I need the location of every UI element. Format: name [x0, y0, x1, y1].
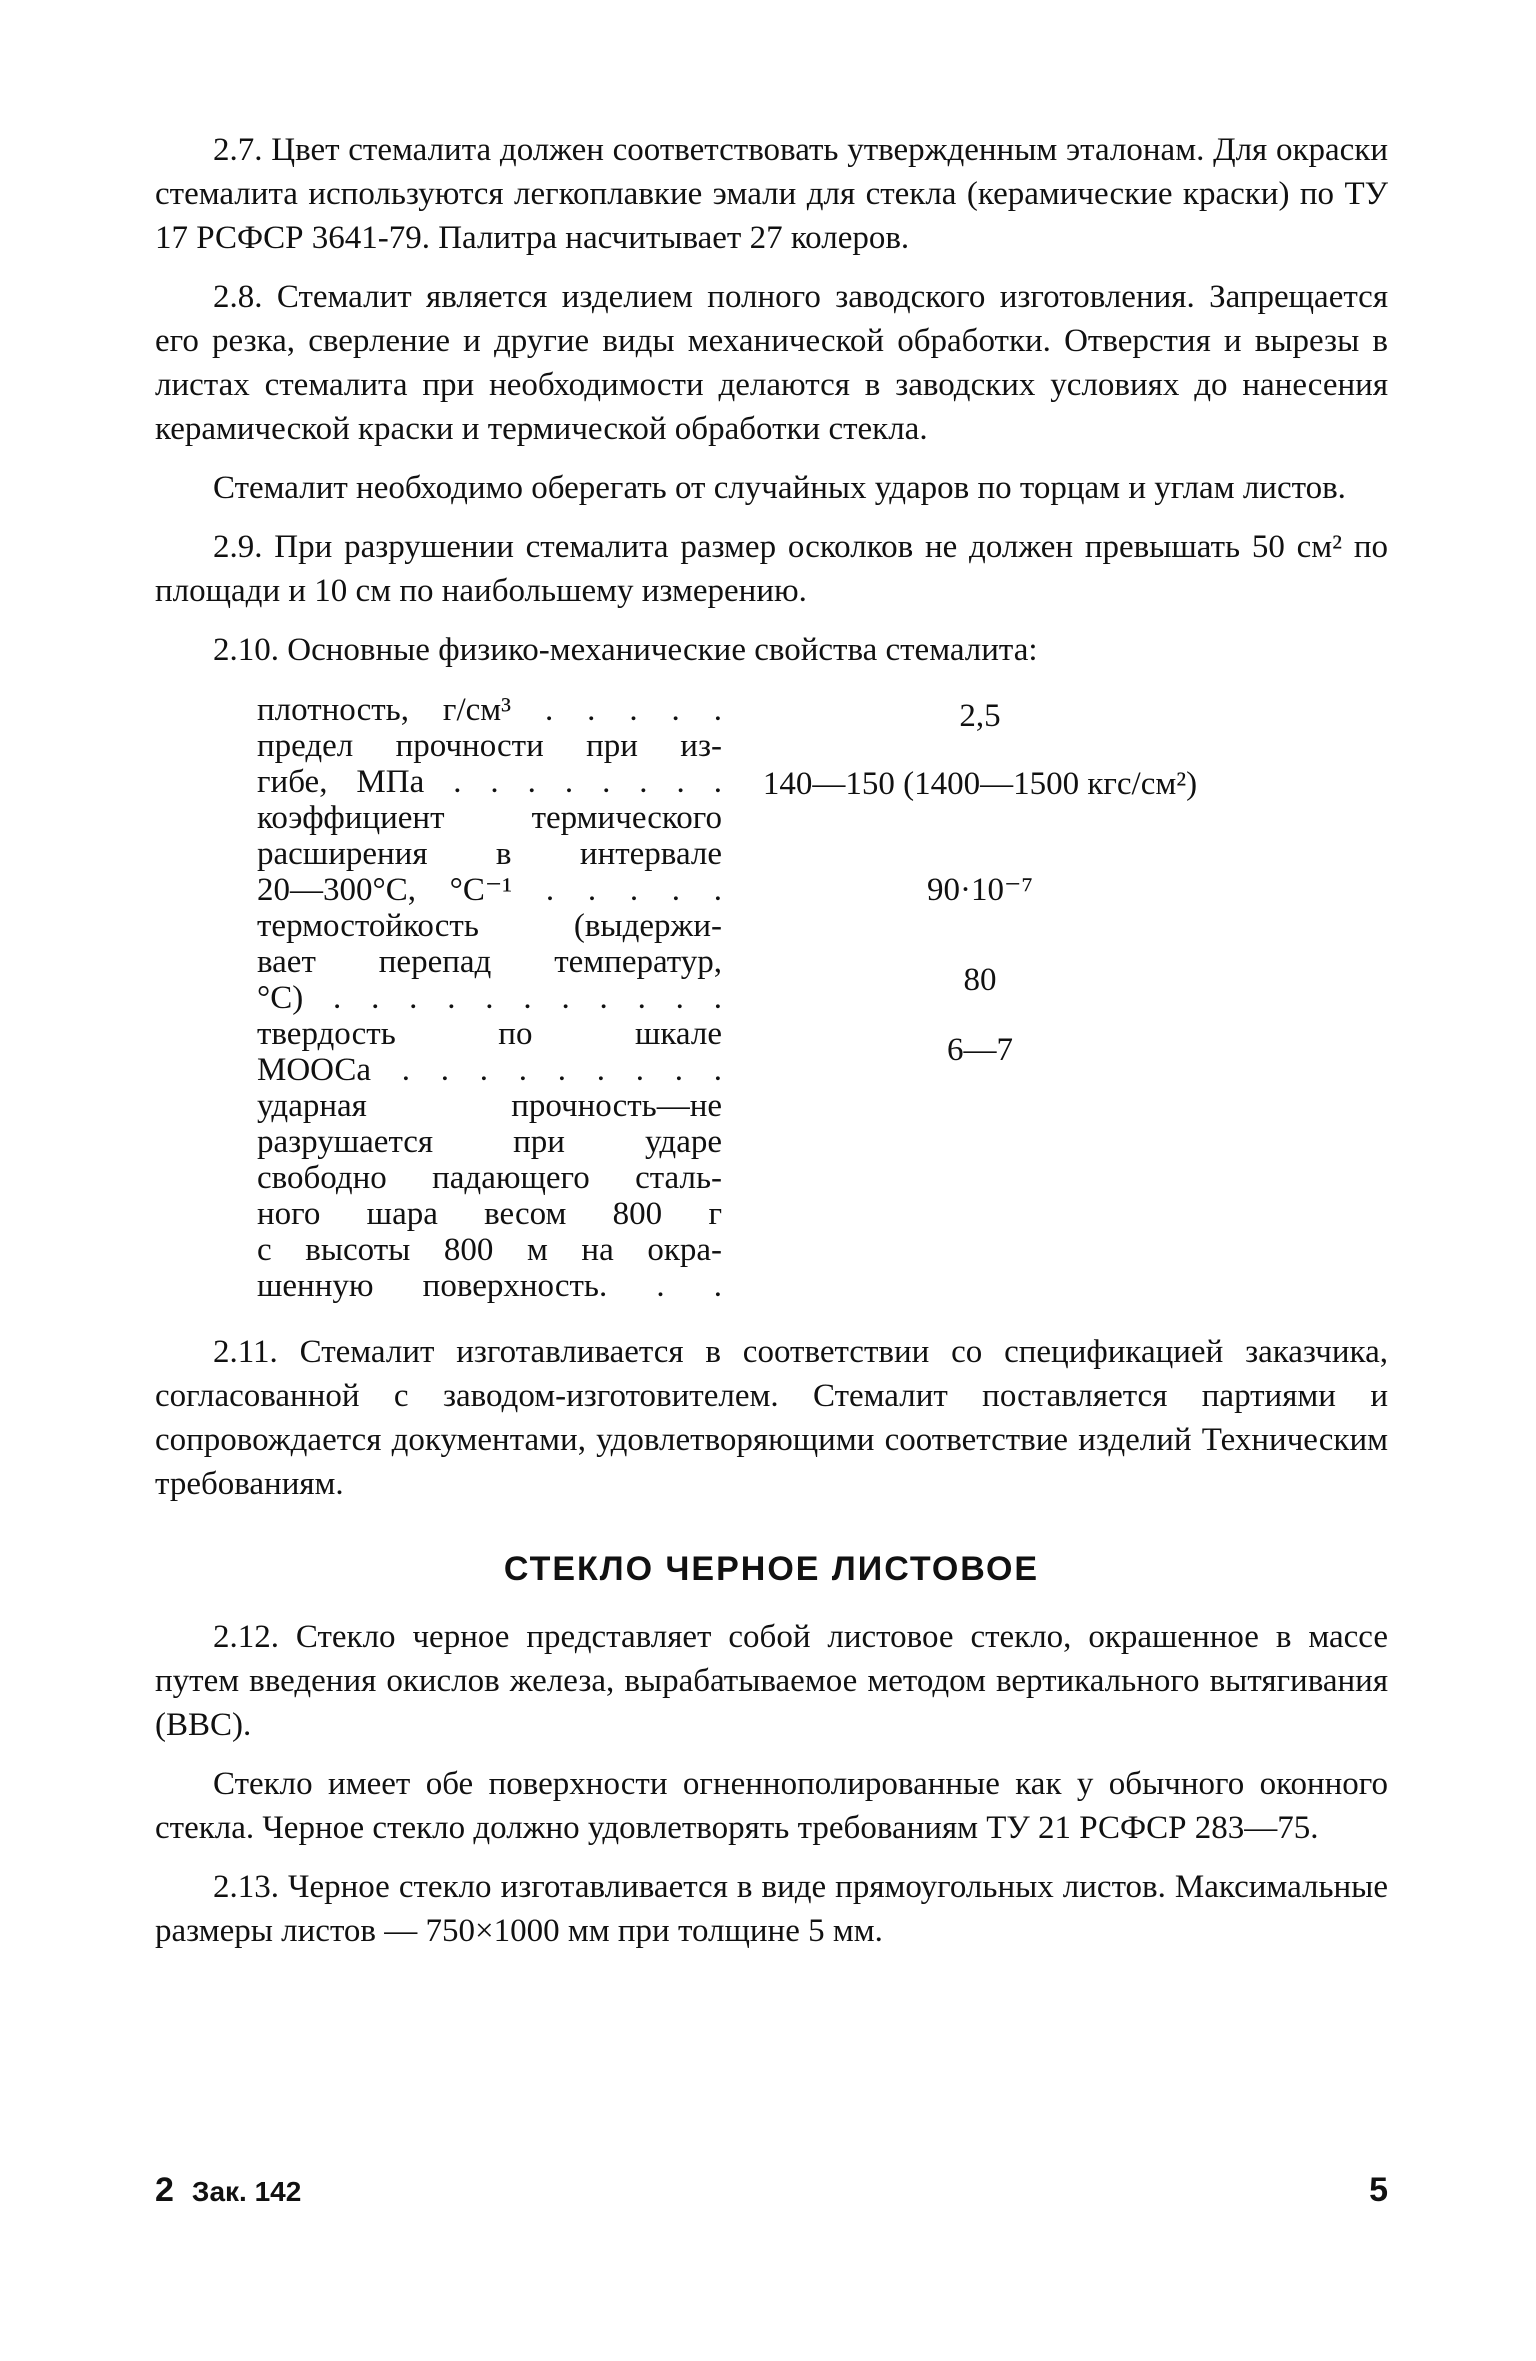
property-line: твердость по шкале: [257, 1016, 722, 1052]
properties-names: [257, 692, 722, 1304]
value-thermal-expansion: 90·10⁻⁷: [927, 872, 1033, 908]
paragraph-2-8-note: Стемалит необходимо оберегать от случайных ударов по торцам и углам листов.: [213, 470, 1346, 506]
properties-table: [155, 692, 1388, 1312]
page-number: 5: [1369, 2171, 1388, 2209]
paragraph-2-13: 2.13. Черное стекло изготавливается в виде прямоугольных листов. Максимальные размеры листов — 750×1000 мм при толщине 5 мм.: [155, 1869, 1388, 1949]
footer-left: [155, 2170, 301, 2212]
property-line: плотность, г/см³ . . . . .: [257, 692, 722, 728]
paragraph-2-10: 2.10. Основные физико-механические свойства стемалита:: [213, 632, 1038, 668]
property-line: свободно падающего сталь-: [257, 1160, 722, 1196]
order-label: Зак. 142: [191, 2176, 302, 2207]
value-bending-strength: 140—150 (1400—1500 кгс/см²): [762, 766, 1198, 802]
paragraph-2-8: 2.8. Стемалит является изделием полного заводского изготовления. Запрещается его резка, сверление и другие виды механической обработки. Отверстия и вырезы в листах стемалита при необходимости делаются в заводских условиях до нанесения керамической краски и термической обработки стекла.: [155, 279, 1388, 447]
value-mohs-hardness: 6—7: [947, 1032, 1013, 1068]
property-line: предел прочности при из-: [257, 728, 722, 764]
value-thermal-resistance: 80: [963, 962, 997, 998]
value-density: 2,5: [959, 698, 1001, 734]
property-line: разрушается при ударе: [257, 1124, 722, 1160]
paragraph-2-11: 2.11. Стемалит изготавливается в соответствии со спецификацией заказчика, согласованной с заводом-изготовителем. Стемалит поставляется партиями и сопровождается документами, удовлетворяющими соответствие изделий Техническим требованиям.: [155, 1334, 1388, 1502]
property-line: ударная прочность—не: [257, 1088, 722, 1124]
property-line: гибе, МПа . . . . . . . .: [257, 764, 722, 800]
signature-mark: 2: [155, 2171, 174, 2209]
paragraph-2-12-note: Стекло имеет обе поверхности огненнополированные как у обычного оконного стекла. Черное стекло должно удовлетворять требованиям ТУ 21 РСФСР 283—75.: [155, 1766, 1388, 1846]
property-line: °С) . . . . . . . . . . .: [257, 980, 722, 1016]
property-line: коэффициент термического: [257, 800, 722, 836]
property-line: расширения в интервале: [257, 836, 722, 872]
paragraph-2-7: 2.7. Цвет стемалита должен соответствовать утвержденным эталонам. Для окраски стемалита используются легкоплавкие эмали для стекла (керамические краски) по ТУ 17 РСФСР 3641-79. Палитра насчитывает 27 колеров.: [155, 132, 1388, 256]
paragraph-2-9: 2.9. При разрушении стемалита размер осколков не должен превышать 50 см² по площади и 10 см по наибольшему измерению.: [155, 529, 1388, 609]
property-line: шенную поверхность. . .: [257, 1268, 722, 1304]
section-title: СТЕКЛО ЧЕРНОЕ ЛИСТОВОЕ: [503, 1550, 1040, 1588]
property-line: термостойкость (выдержи-: [257, 908, 722, 944]
property-line: ного шара весом 800 г: [257, 1196, 722, 1232]
property-line: с высоты 800 м на окра-: [257, 1232, 722, 1268]
paragraph-2-12: 2.12. Стекло черное представляет собой листовое стекло, окрашенное в массе путем введения окислов железа, вырабатываемое методом вертикального вытягивания (ВВС).: [155, 1619, 1388, 1743]
document-page: [155, 128, 1388, 1953]
property-line: 20—300°С, °С⁻¹ . . . . .: [257, 872, 722, 908]
property-line: вает перепад температур,: [257, 944, 722, 980]
property-line: МООСа . . . . . . . . .: [257, 1052, 722, 1088]
